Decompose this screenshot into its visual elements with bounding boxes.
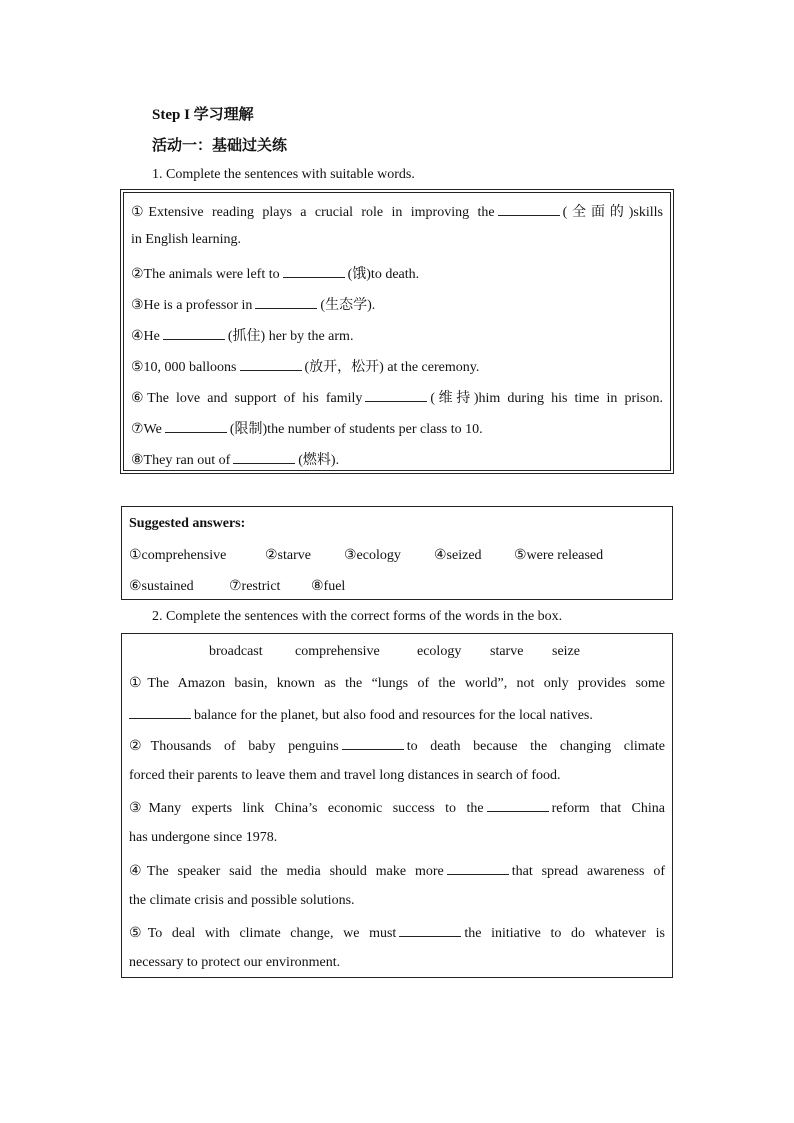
answer-blank[interactable] [163, 327, 225, 340]
word-bank-item: broadcast [209, 644, 263, 659]
task1-item-1-cont: in English learning. [131, 232, 242, 247]
task2-line-9: ⑤To deal with climate change, we must the initiative to do whatever is [129, 926, 665, 941]
answers-title: Suggested answers: [129, 516, 246, 531]
answer-blank[interactable] [233, 451, 295, 464]
task1-item-6: ⑥The love and support of his family (维持)him during his time in prison. [131, 391, 663, 406]
task2-line-4: forced their parents to leave them and travel long distances in search of food. [129, 768, 561, 783]
step-title: Step I 学习理解 [152, 107, 254, 123]
answer-6: ⑥sustained [129, 579, 194, 594]
answer-blank[interactable] [365, 389, 427, 402]
answer-8: ⑧fuel [311, 579, 346, 594]
task1-item-1: ①Extensive reading plays a crucial role in improving the (全面的)skills [131, 205, 663, 220]
activity-title: 活动一：基础过关练 [152, 138, 288, 154]
answers-box [121, 506, 673, 600]
answer-blank[interactable] [283, 265, 345, 278]
answer-blank[interactable] [129, 706, 191, 719]
task1-item-2: ②The animals were left to (饿)to death. [131, 267, 420, 282]
word-bank-item: ecology [417, 644, 462, 659]
task1-box [123, 192, 671, 471]
task2-line-2: balance for the planet, but also food and resources for the local natives. [129, 706, 665, 724]
task2-line-1: ①The Amazon basin, known as the “lungs of the world”, not only provides some [129, 676, 665, 691]
answer-3: ③ecology [344, 548, 401, 563]
word-bank-item: starve [490, 644, 524, 659]
answer-5: ⑤were released [514, 548, 604, 563]
answer-blank[interactable] [498, 203, 560, 216]
task2-line-6: has undergone since 1978. [129, 830, 278, 845]
task1-item-8: ⑧They ran out of (燃料). [131, 453, 340, 468]
answer-blank[interactable] [399, 924, 461, 937]
task2-line-5: ③Many experts link China’s economic success to the reform that China [129, 801, 665, 816]
answer-blank[interactable] [240, 358, 302, 371]
task2-line-10: necessary to protect our environment. [129, 955, 341, 970]
task2-line-8: the climate crisis and possible solutions. [129, 893, 355, 908]
task1-item-7: ⑦We (限制)the number of students per class to 10. [131, 422, 483, 437]
word-bank-item: comprehensive [295, 644, 380, 659]
answer-blank[interactable] [165, 420, 227, 433]
answer-blank[interactable] [487, 799, 549, 812]
task1-item-3: ③He is a professor in (生态学). [131, 298, 376, 313]
answer-blank[interactable] [342, 737, 404, 750]
task1-instruction: 1. Complete the sentences with suitable words. [152, 167, 415, 182]
task2-line-7: ④The speaker said the media should make more that spread awareness of [129, 864, 666, 879]
answer-1: ①comprehensive [129, 548, 227, 563]
word-bank-item: seize [552, 644, 580, 659]
task2-instruction: 2. Complete the sentences with the correct forms of the words in the box. [152, 609, 563, 624]
task2-box [121, 633, 673, 978]
answer-7: ⑦restrict [229, 579, 281, 594]
answer-4: ④seized [434, 548, 482, 563]
task1-item-5: ⑤10, 000 balloons (放开，松开) at the ceremony. [131, 360, 480, 375]
answer-2: ②starve [265, 548, 311, 563]
task2-line-3: ②Thousands of baby penguins to death because the changing climate [129, 739, 665, 754]
answer-blank[interactable] [255, 296, 317, 309]
task1-item-4: ④He (抓住) her by the arm. [131, 329, 354, 344]
answer-blank[interactable] [447, 862, 509, 875]
